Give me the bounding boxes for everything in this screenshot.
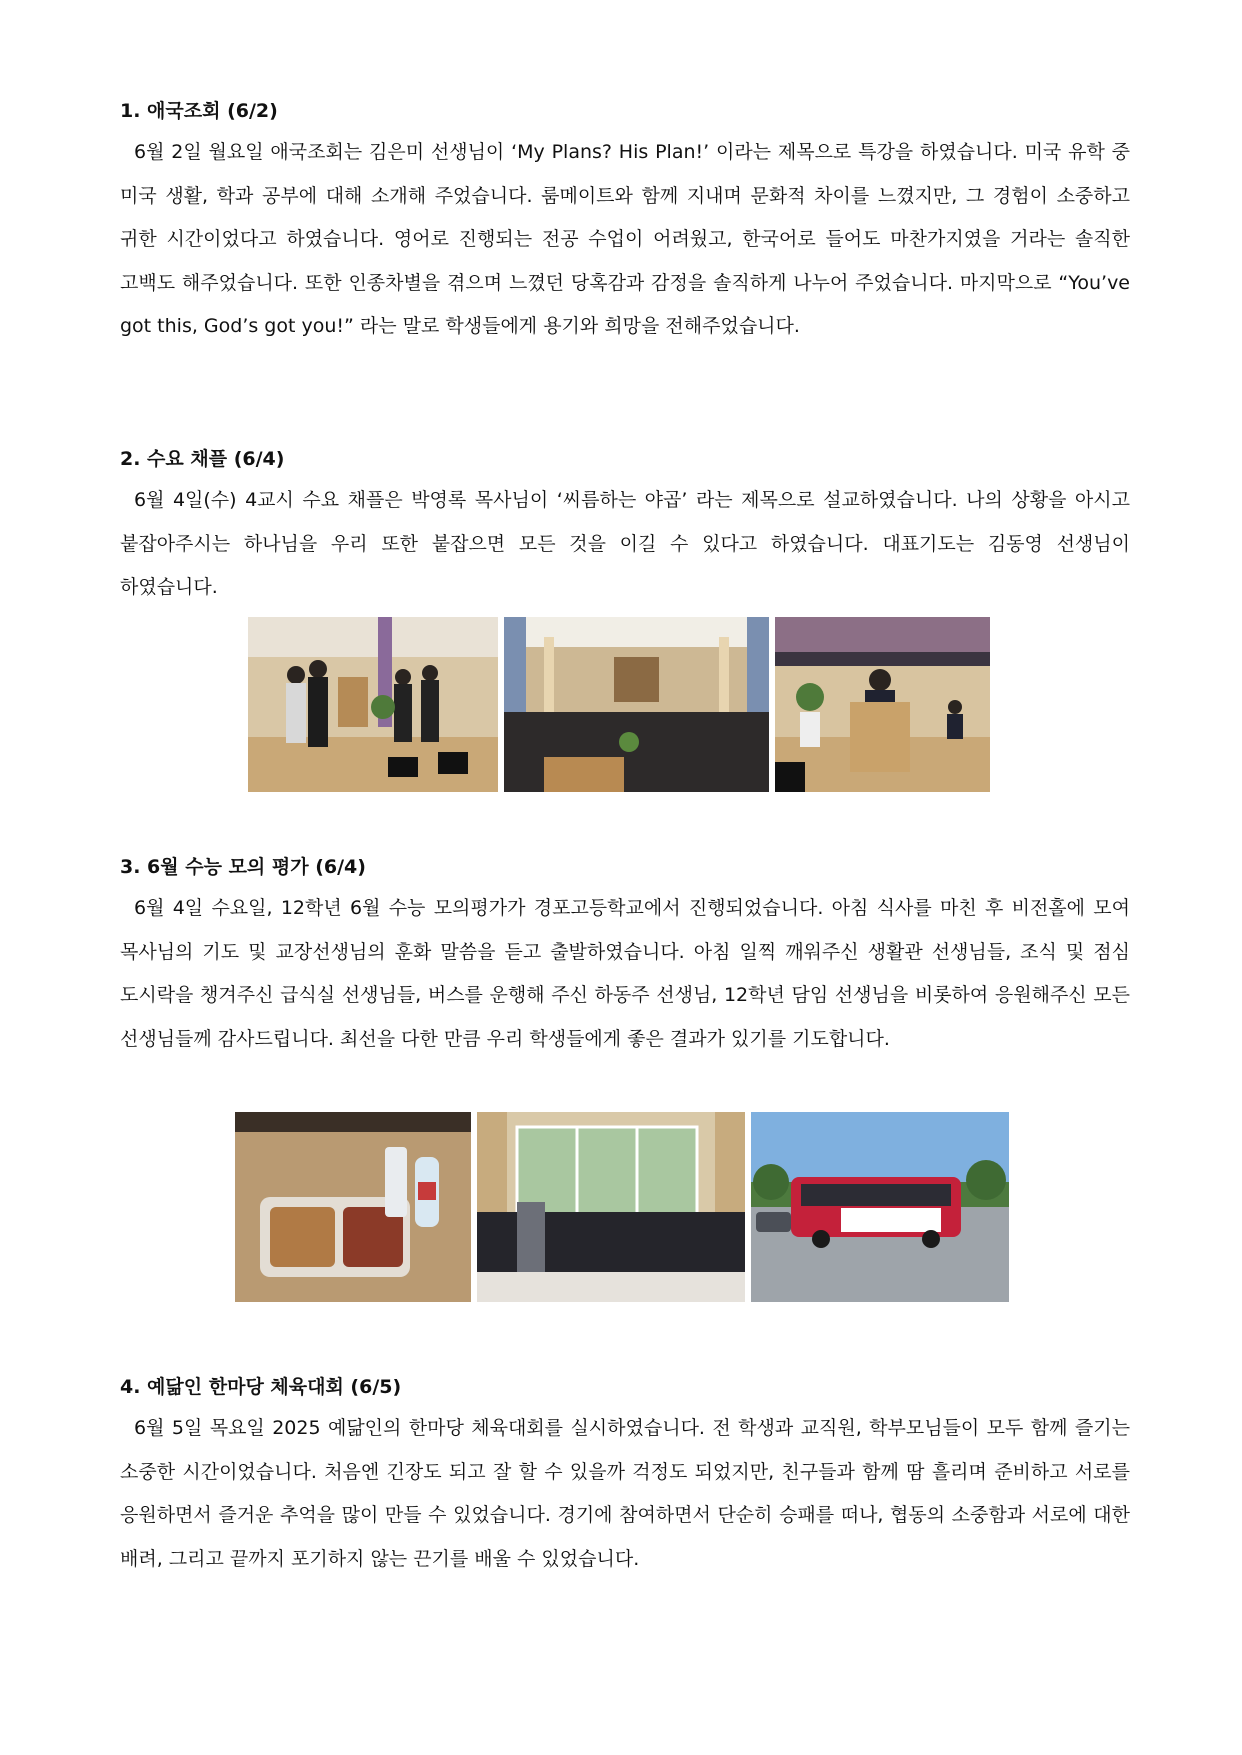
school-bus-photo xyxy=(751,1112,1009,1302)
section-paragraph: 6월 4일 수요일, 12학년 6월 수능 모의평가가 경포고등학교에서 진행되었습니다. 아침 식사를 마친 후 비전홀에 모여 목사님의 기도 및 교장선생님의 훈화 말씀을 듣고 출발하였습니다. 아침 일찍 깨워주신 생활관 선생님들, 조식 및 점심 도시락을 챙겨주신 급식실 선생님들, 버스를 운행해 주신 하동주 선생님, 12학년 담임 선생님을 비롯하여 응원해주신 모든 선생님들께 감사드립니다. 최선을 다한 만큼 우리 학생들에게 좋은 결과가 있기를 기도합니다. xyxy=(120,897,1130,1050)
chapel-photo-row xyxy=(248,617,990,792)
chapel-praise-team-photo xyxy=(248,617,498,792)
section-paragraph: 6월 4일(수) 4교시 수요 채플은 박영록 목사님이 ‘씨름하는 야곱’ 라는 제목으로 설교하였습니다. 나의 상황을 아시고 붙잡아주시는 하나님을 우리 또한 붙잡으면 모든 것을 이길 수 있다고 하였습니다. 대표기도는 김동영 선생님이 하였습니다. xyxy=(120,489,1130,598)
mock-exam-photo-row xyxy=(235,1112,1009,1302)
section-mock-exam xyxy=(120,855,1130,1061)
section-paragraph: 6월 2일 월요일 애국조회는 김은미 선생님이 ‘My Plans? His Plan!’ 이라는 제목으로 특강을 하였습니다. 미국 유학 중 미국 생활, 학과 공부에 대해 소개해 주었습니다. 룸메이트와 함께 지내며 문화적 차이를 느꼈지만, 그 경험이 소중하고 귀한 시간이었다고 하였습니다. 영어로 진행되는 전공 수업이 어려웠고, 한국어로 들어도 마찬가지였을 거라는 솔직한 고백도 해주었습니다. 또한 인종차별을 겪으며 느꼈던 당혹감과 감정을 솔직하게 나누어 주었습니다. 마지막으로 “You’ve got this, God’s got you!” 라는 말로 학생들에게 용기와 희망을 전해주었습니다. xyxy=(120,141,1130,337)
lunchbox-photo xyxy=(235,1112,471,1302)
chapel-pastor-pulpit-photo xyxy=(775,617,990,792)
chapel-congregation-photo xyxy=(504,617,769,792)
section-heading: 3. 6월 수능 모의 평가 (6/4) xyxy=(120,856,366,878)
vision-hall-gathering-photo xyxy=(477,1112,745,1302)
section-heading: 4. 예닮인 한마당 체육대회 (6/5) xyxy=(120,1376,402,1398)
section-heading: 1. 애국조회 (6/2) xyxy=(120,100,278,122)
section-paragraph: 6월 5일 목요일 2025 예닮인의 한마당 체육대회를 실시하였습니다. 전 학생과 교직원, 학부모님들이 모두 함께 즐기는 소중한 시간이었습니다. 처음엔 긴장도 되고 잘 할 수 있을까 걱정도 되었지만, 친구들과 함께 땀 흘리며 준비하고 서로를 응원하면서 즐거운 추억을 많이 만들 수 있었습니다. 경기에 참여하면서 단순히 승패를 떠나, 협동의 소중함과 서로에 대한 배려, 그리고 끝까지 포기하지 않는 끈기를 배울 수 있었습니다. xyxy=(120,1417,1130,1570)
section-wednesday-chapel xyxy=(120,447,1130,610)
section-sports-day xyxy=(120,1375,1130,1581)
section-patriotic-assembly xyxy=(120,99,1130,349)
section-heading: 2. 수요 채플 (6/4) xyxy=(120,448,285,470)
